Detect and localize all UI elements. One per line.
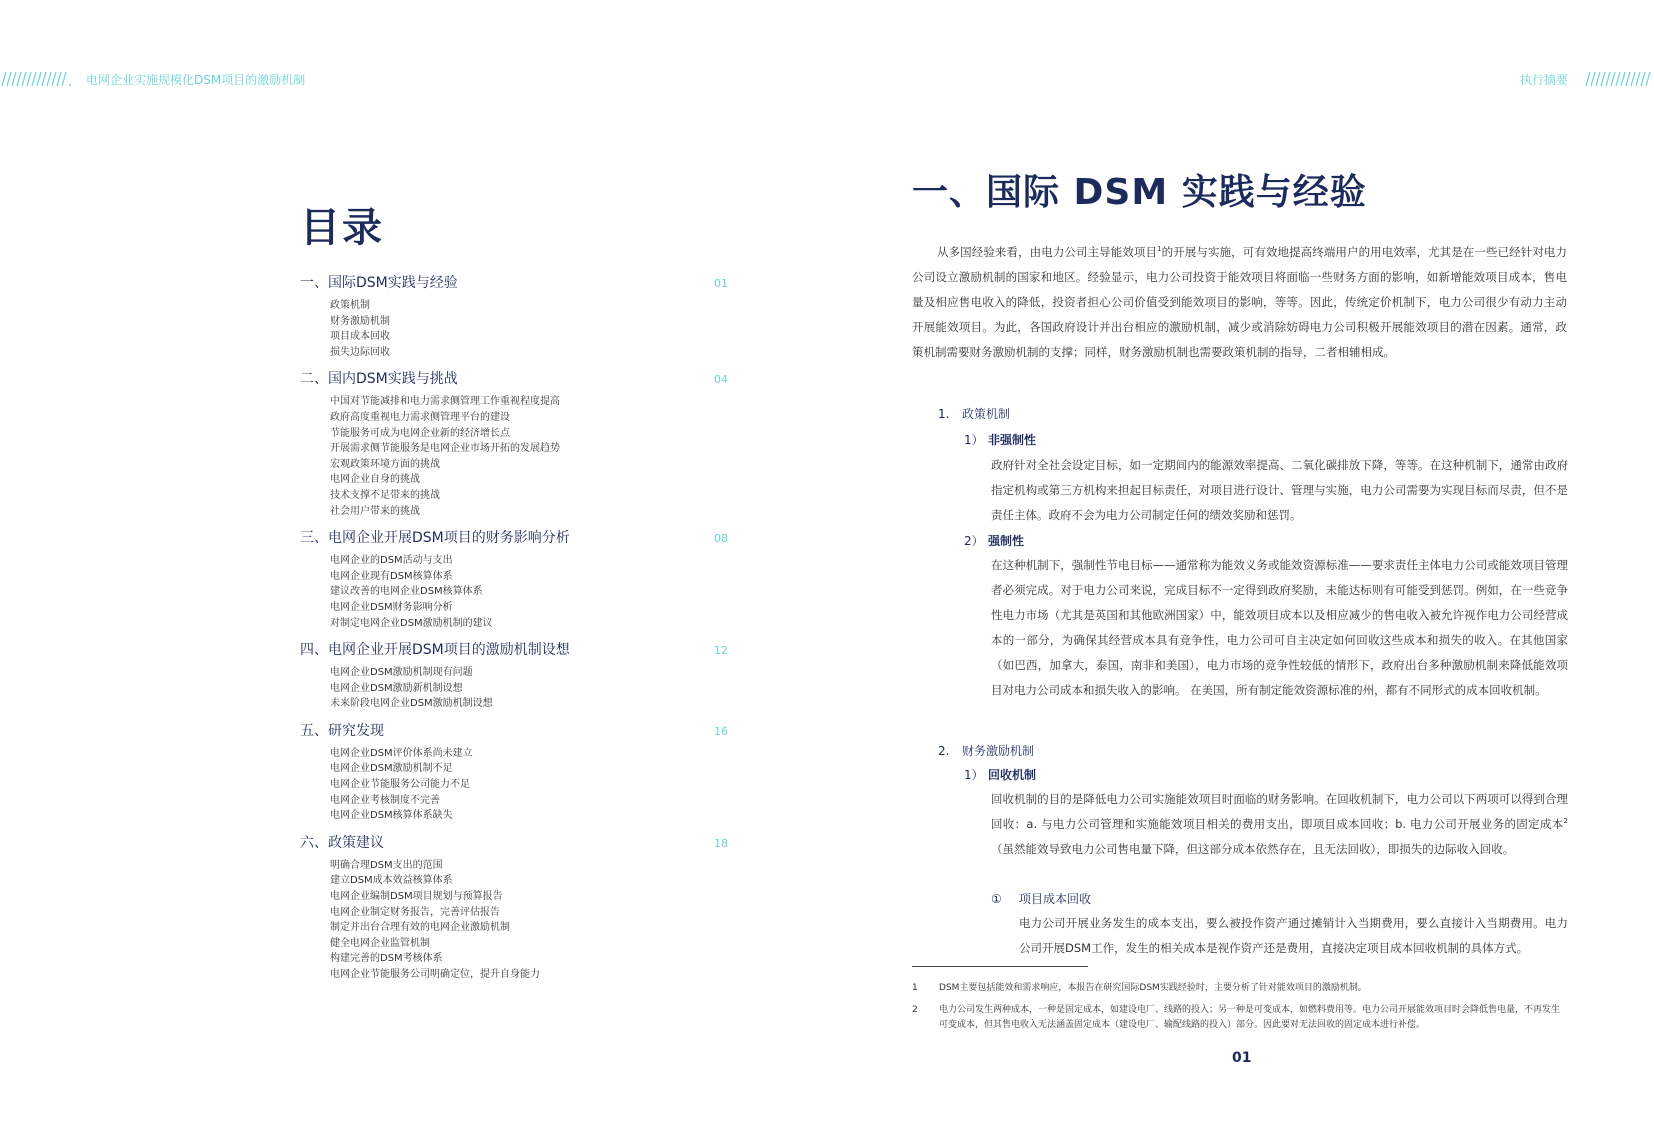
toc-subitem-list — [330, 298, 728, 360]
toc-section-header[interactable] — [300, 639, 728, 659]
toc-subitem[interactable]: 技术支撑不足带来的挑战 — [330, 489, 440, 501]
subsection-number: 1） — [964, 768, 984, 782]
toc-section-header[interactable] — [300, 720, 728, 740]
subsection-title: 强制性 — [988, 534, 1025, 548]
toc-section-title[interactable]: 四、电网企业开展DSM项目的激励机制设想 — [300, 642, 570, 659]
toc-subitem-list — [330, 553, 728, 631]
toc-subitem[interactable]: 项目成本回收 — [330, 331, 390, 343]
paragraph-voluntary: 政府针对全社会设定目标，如一定期间内的能源效率提高、二氧化碳排放下降，等等。在这种机制下，通常由政府指定机构或第三方机构来担起目标责任，对项目进行设计、管理与实施，电力公司需要为实现目标而尽责，但不是责任主体。政府不会为电力公司制定任何的绩效奖励和惩罚。 — [991, 458, 1568, 522]
toc-subitem[interactable]: 未来阶段电网企业DSM激励机制设想 — [330, 698, 493, 710]
section-title: 政策机制 — [962, 407, 1011, 421]
section-heading-policy — [938, 405, 1010, 422]
toc-subitem[interactable]: 电网企业现有DSM核算体系 — [330, 570, 453, 582]
toc-subitem-list — [330, 746, 728, 824]
section-number: 1. — [938, 407, 950, 421]
toc-subitem[interactable]: 电网企业制定财务报告，完善评估报告 — [330, 906, 500, 918]
toc-subitem[interactable]: 开展需求侧节能服务是电网企业市场开拓的发展趋势 — [330, 443, 560, 455]
footnote-number: 2 — [912, 1005, 918, 1015]
toc-section-2 — [300, 368, 728, 519]
toc-page-number: 01 — [714, 277, 728, 290]
footnote-1 — [912, 981, 1567, 996]
footnote-text: DSM主要包括能效和需求响应，本报告在研究国际DSM实践经验时，主要分析了针对能效项目的激励机制。 — [939, 983, 1367, 993]
toc-subitem[interactable]: 电网企业编制DSM项目规划与预算报告 — [330, 891, 503, 903]
toc-subitem[interactable]: 建议改善的电网企业DSM核算体系 — [330, 586, 483, 598]
toc-section-title[interactable]: 五、研究发现 — [300, 722, 384, 739]
toc-page-number: 16 — [714, 724, 728, 738]
toc-subitem[interactable]: 电网企业节能服务公司明确定位，提升自身能力 — [330, 969, 540, 980]
subsection-heading-voluntary — [964, 431, 1036, 448]
toc-subitem-list — [330, 665, 728, 712]
footnote-text: 电力公司发生两种成本，一种是固定成本，如建设电厂、线路的投入；另一种是可变成本，如燃料费用等。电力公司开展能效项目时会降低售电量，不再发生可变成本，但其售电收入无法涵盖固定成本（建设电厂、输配线路的投入）部分。因此要对无法回收的固定成本进行补偿。 — [939, 1005, 1561, 1030]
toc-section-header[interactable] — [300, 832, 728, 852]
table-of-contents — [300, 272, 728, 991]
toc-subitem[interactable]: 健全电网企业监管机制 — [330, 937, 430, 949]
paragraph-mandatory: 在这种机制下，强制性节电目标——通常称为能效义务或能效资源标准——要求责任主体电力公司或能效项目管理者必须完成。对于电力公司来说，完成目标不一定得到政府奖励，未能达标则有可能受到惩罚。例如，在一些竞争性电力市场（尤其是英国和其他欧洲国家）中，能效项目成本以及相应减少的售电收入被允许视作电力公司经营成本的一部分，为确保其经营成本具有竞争性，电力公司可自主决定如何回收这些成本和损失的收入。在其他国家（如巴西，加拿大，泰国，南非和美国），电力市场的竞争性较低的情形下，政府出台多种激励机制来降低能效项目对电力公司成本和损失收入的影响。 在美国，所有制定能效资源标准的州，都有不同形式的成本回收机制。 — [991, 558, 1568, 697]
toc-section-4 — [300, 639, 728, 712]
toc-section-header[interactable] — [300, 272, 728, 292]
toc-subitem[interactable]: 电网企业DSM激励机制现有问题 — [330, 667, 473, 679]
paragraph-recovery — [991, 787, 1568, 862]
intro-text-a: 从多国经验来看，由电力公司主导能效项目 — [937, 245, 1158, 259]
toc-section-header[interactable] — [300, 527, 728, 547]
toc-subitem-list — [330, 858, 728, 983]
subsection-heading-recovery — [964, 766, 1036, 783]
toc-subitem[interactable]: 电网企业DSM激励新机制设想 — [330, 682, 463, 694]
footnote-2 — [912, 1003, 1567, 1033]
subsubsection-title: 项目成本回收 — [1019, 892, 1092, 906]
toc-title: 目录 — [300, 205, 384, 251]
toc-subitem[interactable]: 社会用户带来的挑战 — [330, 505, 420, 517]
toc-subitem[interactable]: 制定并出台合理有效的电网企业激励机制 — [330, 922, 510, 934]
subsection-title: 非强制性 — [988, 433, 1037, 447]
toc-page-number: 12 — [714, 644, 728, 658]
toc-section-1 — [300, 272, 728, 360]
subsection-title: 回收机制 — [988, 768, 1037, 782]
toc-subitem-list — [330, 394, 728, 519]
header-section-label: 执行摘要 — [1519, 73, 1568, 87]
toc-section-title[interactable]: 二、国内DSM实践与挑战 — [300, 371, 458, 388]
subsection-heading-mandatory — [964, 532, 1024, 549]
toc-subitem[interactable]: 建立DSM成本效益核算体系 — [330, 875, 453, 887]
toc-subitem[interactable]: 损失边际回收 — [330, 346, 390, 358]
toc-subitem[interactable]: 电网企业考核制度不完善 — [330, 794, 440, 806]
toc-section-5 — [300, 720, 728, 824]
toc-subitem[interactable]: 财务激励机制 — [330, 315, 390, 327]
intro-text-b: 的开展与实施，可有效地提高终端用户的用电效率，尤其是在一些已经针对电力公司设立激励机制的国家和地区。经验显示，电力公司投资于能效项目将面临一些财务方面的影响，如新增能效项目成本，售电量及相应售电收入的降低，投资者担心公司价值受到能效项目的影响，等等。因此，传统定价机制下，电力公司很少有动力主动开展能效项目。为此，各国政府设计并出台相应的激励机制，减少或消除妨碍电力公司积极开展能效项目的潜在因素。通常，政策机制需要财务激励机制的支撑；同样，财务激励机制也需要政策机制的指导，二者相辅相成。 — [912, 245, 1567, 359]
header-hatch-right-decoration — [1582, 72, 1654, 86]
section-title: 财务激励机制 — [962, 744, 1035, 758]
intro-paragraph — [912, 240, 1567, 365]
toc-subitem[interactable]: 电网企业DSM核算体系缺失 — [330, 810, 453, 822]
footnote-divider — [912, 966, 1088, 967]
header-document-title: 电网企业实施规模化DSM项目的激励机制 — [86, 73, 306, 87]
chapter-title: 一、国际 DSM 实践与经验 — [912, 172, 1367, 213]
toc-subitem[interactable]: 宏观政策环境方面的挑战 — [330, 458, 440, 470]
toc-subitem[interactable]: 政策机制 — [330, 300, 370, 311]
toc-subitem[interactable]: 电网企业自身的挑战 — [330, 474, 420, 486]
section-heading-financial — [938, 742, 1034, 759]
toc-subitem[interactable]: 电网企业的DSM活动与支出 — [330, 555, 453, 567]
footnote-ref-2[interactable]: 2 — [1563, 817, 1568, 826]
subsection-number: 2） — [964, 534, 984, 548]
toc-section-title[interactable]: 六、政策建议 — [300, 834, 384, 851]
toc-subitem[interactable]: 电网企业节能服务公司能力不足 — [330, 779, 470, 791]
toc-page-number: 18 — [714, 836, 728, 850]
paragraph-project-cost: 电力公司开展业务发生的成本支出，要么被投作资产通过摊销计入当期费用，要么直接计入当期费用。电力公司开展DSM工作，发生的相关成本是视作资产还是费用，直接决定项目成本回收机制的具体方式。 — [1019, 916, 1568, 955]
recovery-text-b: （虽然能效导致电力公司售电量下降，但这部分成本依然存在，且无法回收），即损失的边际收入回收。 — [991, 842, 1515, 856]
footnote-ref-1[interactable]: 1 — [1157, 245, 1162, 254]
toc-section-header[interactable] — [300, 368, 728, 388]
toc-subitem[interactable]: 中国对节能减排和电力需求侧管理工作重视程度提高 — [330, 396, 560, 408]
toc-subitem[interactable]: 电网企业DSM评价体系尚未建立 — [330, 747, 473, 759]
subsection-number: 1） — [964, 433, 984, 447]
subsubsection-heading-project-cost — [991, 890, 1091, 907]
header-hatch-left-decoration — [0, 72, 72, 86]
subsubsection-number: ① — [991, 892, 1002, 906]
footnote-number: 1 — [912, 983, 918, 993]
toc-subitem[interactable]: 构建完善的DSM考核体系 — [330, 953, 443, 965]
page-number: 01 — [1232, 1050, 1252, 1066]
toc-section-title[interactable]: 一、国际DSM实践与经验 — [300, 275, 458, 291]
toc-subitem[interactable]: 政府高度重视电力需求侧管理平台的建设 — [330, 411, 510, 423]
toc-subitem[interactable]: 对制定电网企业DSM激励机制的建议 — [330, 617, 493, 629]
section-number: 2. — [938, 744, 950, 758]
toc-section-3 — [300, 527, 728, 631]
toc-page-number: 08 — [714, 532, 728, 546]
toc-page-number: 04 — [714, 373, 728, 387]
toc-section-title[interactable]: 三、电网企业开展DSM项目的财务影响分析 — [300, 530, 570, 547]
toc-subitem[interactable]: 电网企业DSM激励机制不足 — [330, 763, 453, 775]
toc-section-6 — [300, 832, 728, 983]
toc-subitem[interactable]: 电网企业DSM财务影响分析 — [330, 601, 453, 613]
toc-subitem[interactable]: 明确合理DSM支出的范围 — [330, 859, 443, 871]
recovery-text-a: 回收机制的目的是降低电力公司实施能效项目时面临的财务影响。在回收机制下，电力公司以下两项可以得到合理回收：a. 与电力公司管理和实施能效项目相关的费用支出，即项目成本回收；b. 电力公司开展业务的固定成本 — [991, 792, 1568, 831]
toc-subitem[interactable]: 节能服务可成为电网企业新的经济增长点 — [330, 427, 510, 439]
